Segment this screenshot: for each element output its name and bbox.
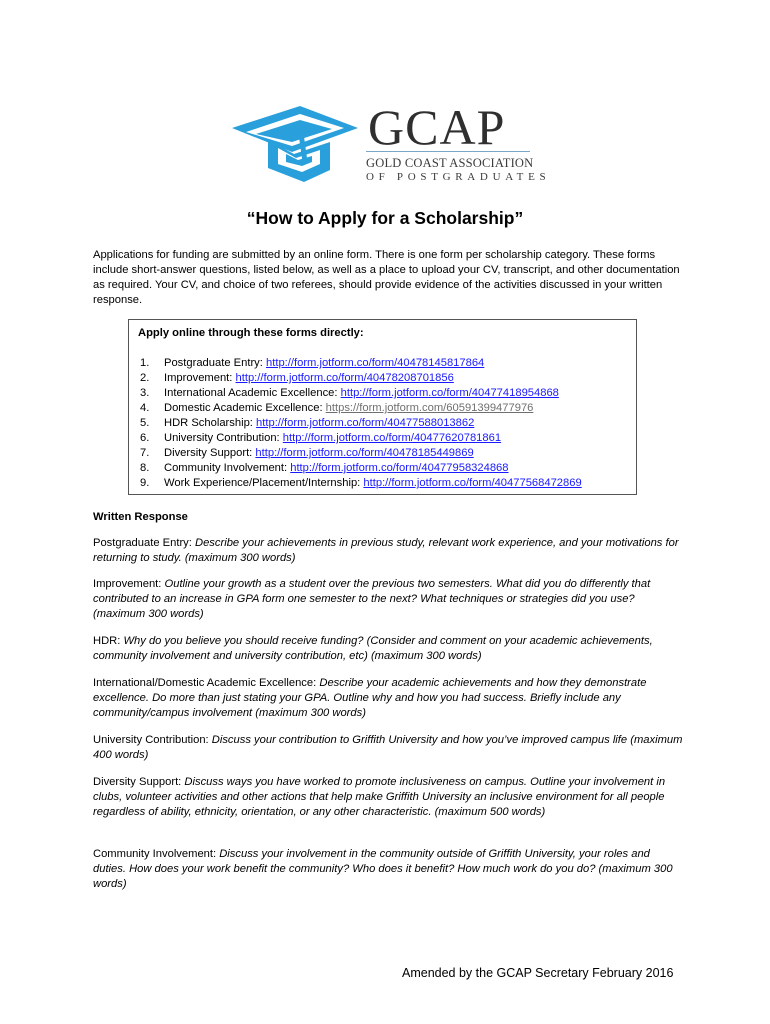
form-link-university-contribution[interactable]: http://form.jotform.co/form/40477620781861 [282,432,502,444]
written-response-heading: Written Response [93,511,188,523]
logo-brand: GCAP [368,99,506,155]
form-list-item: 8. Community Involvement: http://form.jotform.co/form/40477958324868 [140,462,509,474]
graduation-cap-icon [232,106,362,188]
forms-box [128,319,637,495]
form-list-item: 4. Domestic Academic Excellence: https://form.jotform.com/60591399477976 [140,402,534,414]
form-list-item: 6. University Contribution: http://form.jotform.co/form/40477620781861 [140,432,502,444]
response-section-diversity-support: Diversity Support: Discuss ways you have worked to promote inclusiveness on campus. Outline your involvement in clubs, volunteer activities and other actions that help make Griffith University an inclusive environment for all people regardless of ability, ethnicity, orientation, or any other characteristic. (maximum 500 words) [93,776,666,818]
form-link-hdr[interactable]: http://form.jotform.co/form/40477588013862 [256,417,475,429]
form-link-work-experience[interactable]: http://form.jotform.co/form/40477568472869 [363,477,582,489]
forms-box-heading: Apply online through these forms directly: [138,327,364,339]
form-list-item: 2. Improvement: http://form.jotform.co/form/40478208701856 [140,372,454,384]
response-section-community-involvement: Community Involvement: Discuss your involvement in the community outside of Griffith University, your roles and duties. How does your work benefit the community? Who does it benefit? How much work do you do? (maximum 300 words) [93,848,673,890]
response-section-improvement: Improvement: Outline your growth as a student over the previous two semesters. What did you do differently that contributed to an increase in GPA form one semester to the next? What techniques or strategies did you use? (maximum 300 words) [93,578,651,620]
form-list-item: 3. International Academic Excellence: http://form.jotform.co/form/40477418954868 [140,387,559,399]
form-link-diversity-support[interactable]: http://form.jotform.co/form/40478185449869 [255,447,474,459]
response-section-hdr: HDR: Why do you believe you should receive funding? (Consider and comment on your academic achievements, community involvement and university contribution, etc) (maximum 300 words) [93,635,653,662]
intro-paragraph: Applications for funding are submitted by an online form. There is one form per scholarship category. These forms include short-answer questions, listed below, as well as a place to upload your CV, transcript, and other documentation as required. Your CV, and choice of two referees, should provide evidence of the activities discussed in your written response. [93,249,680,306]
form-list-item: 1. Postgraduate Entry: http://form.jotform.co/form/40478145817864 [140,357,485,369]
form-link-domestic-academic[interactable]: https://form.jotform.com/60591399477976 [325,402,534,414]
response-section-postgraduate-entry: Postgraduate Entry: Describe your achievements in previous study, relevant work experience, and your motivations for returning to study. (maximum 300 words) [93,537,679,564]
logo-line1: GOLD COAST ASSOCIATION [366,156,534,170]
form-link-improvement[interactable]: http://form.jotform.co/form/40478208701856 [235,372,454,384]
form-list-item: 9. Work Experience/Placement/Internship: http://form.jotform.co/form/40477568472869 [140,477,582,489]
page-title: “How to Apply for a Scholarship” [246,208,524,228]
form-link-community-involvement[interactable]: http://form.jotform.co/form/40477958324868 [290,462,509,474]
gcap-logo [232,99,551,188]
forms-list [140,356,582,491]
logo-line2: OF POSTGRADUATES [366,171,551,183]
form-link-international-academic[interactable]: http://form.jotform.co/form/40477418954868 [340,387,559,399]
form-list-item: 5. HDR Scholarship: http://form.jotform.co/form/40477588013862 [140,417,475,429]
response-section-university-contribution: University Contribution: Discuss your contribution to Griffith University and how you’ve improved campus life (maximum 400 words) [93,734,683,761]
form-link-postgraduate-entry[interactable]: http://form.jotform.co/form/40478145817864 [266,357,485,369]
form-list-item: 7. Diversity Support: http://form.jotform.co/form/40478185449869 [140,447,474,459]
response-section-academic-excellence: International/Domestic Academic Excellence: Describe your academic achievements and how they demonstrate excellence. Do more than just stating your GPA. Outline why and how you had success. Briefly include any community/campus involvement (maximum 300 words) [93,677,647,719]
footer-amendment-note: Amended by the GCAP Secretary February 2016 [402,966,674,980]
